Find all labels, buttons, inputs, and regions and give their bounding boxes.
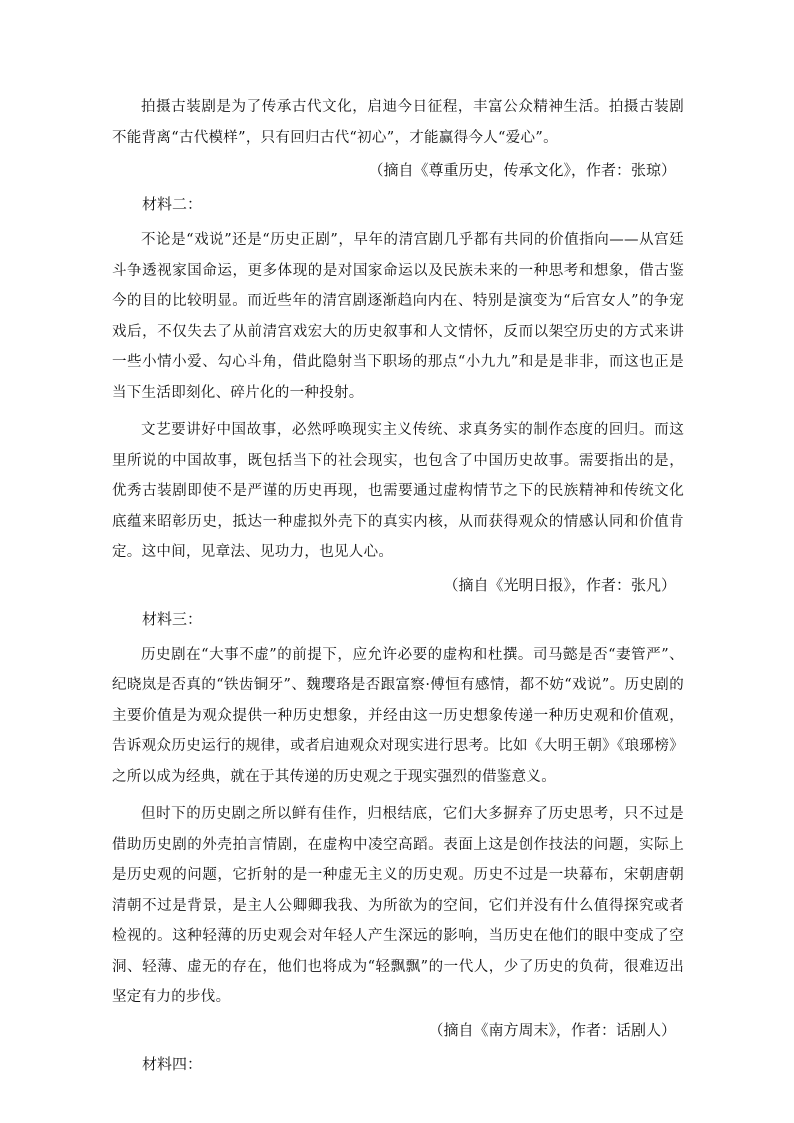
paragraph: 文艺要讲好中国故事，必然呼唤现实主义传统、求真务实的制作态度的回归。而这里所说的中国故事，既包括当下的社会现实，也包含了中国历史故事。需要指出的是，优秀古装剧即使不是严谨的历史再现，也需要通过虚构情节之下的民族精神和传统文化底蕴来昭彰历史，抵达一种虚拟外壳下的真实内核，从而获得观众的情感认同和价值肯定。这中间，见章法、见功力，也见人心。 [112, 422, 684, 560]
paragraph: 不论是“戏说”还是“历史正剧”，早年的清宫剧几乎都有共同的价值指向——从宫廷斗争透视家国命运，更多体现的是对国家命运以及民族未来的一种思考和想象，借古鉴今的目的比较明显。而近些年的清宫剧逐渐趋向内在、特别是演变为“后宫女人”的争宠戏后，不仅失去了从前清宫戏宏大的历史叙事和人文情怀，反而以架空历史的方式来讲一些小情小爱、勾心斗角，借此隐射当下职场的那点“小九九”和是是非非，而这也正是当下生活即刻化、碎片化的一种投射。 [112, 232, 684, 401]
paragraph: 但时下的历史剧之所以鲜有佳作，归根结底，它们大多摒弃了历史思考，只不过是借助历史剧的外壳拍言情剧，在虚构中凌空高蹈。表面上这是创作技法的问题，实际上是历史观的问题，它折射的是一种虚无主义的历史观。历史不过是一块幕布，宋朝唐朝清朝不过是背景，是主人公卿卿我我、为所欲为的空间，它们并没有什么值得探究或者检视的。这种轻薄的历史观会对年轻人产生深远的影响，当历史在他们的眼中变成了空洞、轻薄、虚无的存在，他们也将成为“轻飘飘”的一代人，少了历史的负荷，很难迈出坚定有力的步伐。 [112, 806, 684, 1005]
source-citation: （摘自《光明日报》，作者：张凡） [443, 575, 676, 594]
section-heading: 材料四： [142, 1054, 203, 1073]
section-heading: 材料三： [142, 609, 203, 628]
section-heading: 材料二： [142, 195, 203, 213]
source-citation: （摘自《尊重历史，传承文化》，作者：张琼） [368, 161, 676, 179]
paragraph: 历史剧在“大事不虚”的前提下，应允许必要的虚构和杜撰。司马懿是否“妻管严”、纪晓岚是否真的“铁齿铜牙”、魏璎珞是否跟富察·傅恒有感情，都不妨“戏说”。历史剧的主要价值是为观众提供一种历史想象，并经由这一历史想象传递一种历史观和价值观，告诉观众历史运行的规律，或者启迪观众对现实进行思考。比如《大明王朝》《琅琊榜》之所以成为经典，就在于其传递的历史观之于现实强烈的借鉴意义。 [112, 646, 684, 785]
document-page [112, 92, 684, 1085]
source-citation: （摘自《南方周末》，作者：话剧人） [428, 1020, 676, 1039]
paragraph: 拍摄古装剧是为了传承古代文化，启迪今日征程，丰富公众精神生活。拍摄古装剧不能背离“古代模样”，只有回归古代“初心”，才能赢得今人“爱心”。 [112, 99, 684, 146]
